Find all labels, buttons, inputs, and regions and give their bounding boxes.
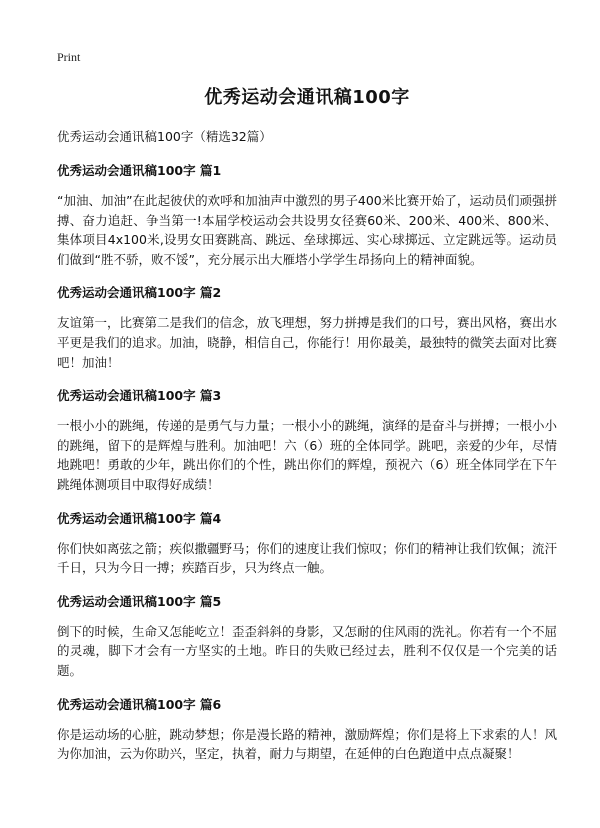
section-3 xyxy=(57,386,557,494)
section-body: 一根小小的跳绳，传递的是勇气与力量；一根小小的跳绳，演绎的是奋斗与拼搏；一根小小的跳绳，留下的是辉煌与胜利。加油吧！六（6）班的全体同学。跳吧，亲爱的少年，尽情地跳吧！勇敢的少年，跳出你们的个性，跳出你们的辉煌，预祝六（6）班全体同学在下午跳绳体测项目中取得好成绩！ xyxy=(57,418,558,492)
section-heading: 优秀运动会通讯稿100字 篇3 xyxy=(57,388,222,404)
section-1 xyxy=(57,161,557,269)
section-heading: 优秀运动会通讯稿100字 篇1 xyxy=(57,163,222,178)
section-body: 倒下的时候，生命又怎能屹立！歪歪斜斜的身影，又怎耐的住风雨的洗礼。你若有一个不屈的灵魂，脚下才会有一方坚实的土地。昨日的失败已经过去，胜利不仅仅是一个完美的话题。 xyxy=(57,623,558,678)
document-subtitle: 优秀运动会通讯稿100字（精选32篇） xyxy=(57,129,272,144)
section-2 xyxy=(57,283,557,372)
section-body: “加油、加油”在此起彼伏的欢呼和加油声中激烈的男子400米比赛开始了，运动员们顽强拼搏、奋力追赶、争当第一!本届学校运动会共设男女径赛60米、200米、400米、800米、集体项目4x100米,设男女田赛跳高、跳远、垒球掷远、实心球掷远、立定跳远等。运动员们做到“胜不骄，败不馁”，充分展示出大雁塔小学学生昂扬向上的精神面貌。 xyxy=(57,193,557,267)
section-4 xyxy=(57,509,557,578)
page-title: 优秀运动会通讯稿100字 xyxy=(204,87,410,108)
section-heading: 优秀运动会通讯稿100字 篇4 xyxy=(57,510,222,526)
document-page xyxy=(57,44,557,778)
section-heading: 优秀运动会通讯稿100字 篇5 xyxy=(57,593,222,609)
section-6 xyxy=(57,695,557,764)
print-label: Print xyxy=(57,50,81,64)
section-body: 你是运动场的心脏，跳动梦想；你是漫长路的精神，激励辉煌；你们是将上下求索的人！风为你加油，云为你助兴，坚定，执着，耐力与期望，在延伸的白色跑道中点点凝聚！ xyxy=(57,726,558,762)
section-body: 你们快如离弦之箭；疾似撒疆野马；你们的速度让我们惊叹；你们的精神让我们钦佩；流汗千日，只为今日一搏；疾踏百步，只为终点一触。 xyxy=(57,540,558,576)
section-body: 友谊第一，比赛第二是我们的信念，放飞理想，努力拼搏是我们的口号，赛出风格，赛出水平更是我们的追求。加油，晓静，相信自己，你能行！用你最美，最独特的微笑去面对比赛吧！加油！ xyxy=(57,315,558,370)
section-heading: 优秀运动会通讯稿100字 篇6 xyxy=(57,696,222,712)
section-heading: 优秀运动会通讯稿100字 篇2 xyxy=(57,285,222,301)
section-5 xyxy=(57,592,557,681)
